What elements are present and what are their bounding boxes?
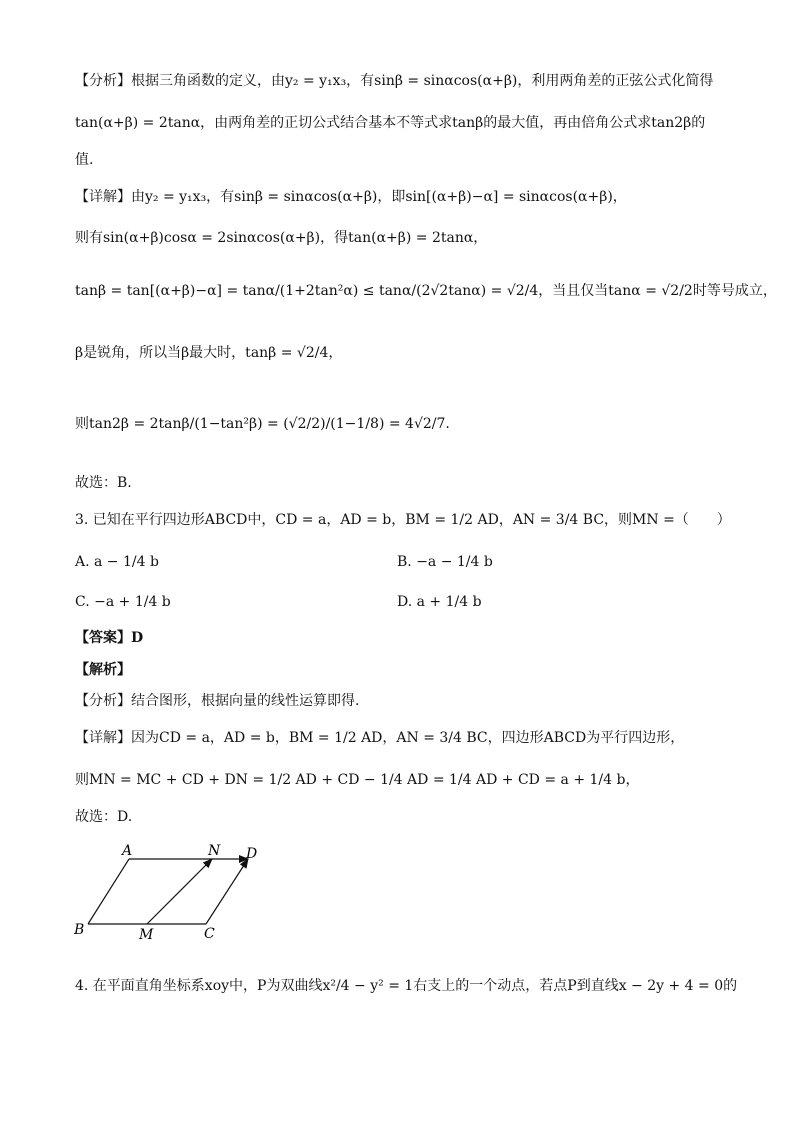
side-cd [206, 859, 248, 924]
label-d: D [246, 846, 258, 862]
text-line-9: 故选：B. [75, 475, 132, 491]
text-line-13: 【分析】结合图形，根据向量的线性运算即得. [75, 693, 360, 709]
analysis-label: 【解析】 [75, 662, 131, 678]
side-ba [88, 859, 129, 924]
label-a: A [122, 843, 133, 859]
text-line-16: 故选：D. [75, 809, 133, 825]
question-4-stem: 4. 在平面直角坐标系xoy中，P为双曲线x²/4 − y² = 1右支上的一个动点，若点P到直线x − 2y + 4 = 0的 [75, 978, 738, 994]
text-line-7: β是锐角，所以当β最大时，tanβ = √2/4， [75, 345, 343, 361]
option-c: C. −a + 1/4 b [75, 594, 171, 610]
text-line-14: 【详解】因为CD = a，AD = b，BM = 1/2 AD，AN = 3/4 BC，四边形ABCD为平行四边形， [75, 730, 685, 746]
label-n: N [208, 843, 221, 859]
label-m: M [139, 927, 154, 943]
answer-label: 【答案】D [75, 630, 144, 646]
question-3-stem: 3. 已知在平行四边形ABCD中，CD = a，AD = b，BM = 1/2 AD，AN = 3/4 BC，则MN =（ ） [75, 512, 731, 528]
text-line-6: tanβ = tan[(α+β)−α] = tanα/(1+2tan²α) ≤ tanα/(2√2tanα) = √2/4，当且仅当tanα = √2/2时等号成立， [75, 283, 777, 299]
text-line-4: 【详解】由y₂ = y₁x₃，有sinβ = sinαcos(α+β)，即sin[(α+β)−α] = sinαcos(α+β)， [75, 189, 627, 205]
parallelogram-figure [70, 840, 270, 945]
option-a: A. a − 1/4 b [75, 554, 159, 570]
label-c: C [204, 926, 215, 942]
text-line-15: 则MN = MC + CD + DN = 1/2 AD + CD − 1/4 AD = 1/4 AD + CD = a + 1/4 b， [75, 772, 640, 788]
option-d: D. a + 1/4 b [397, 594, 482, 610]
label-b: B [74, 922, 85, 938]
text-line-3: 值. [75, 152, 94, 168]
text-line-8: 则tan2β = 2tanβ/(1−tan²β) = (√2/2)/(1−1/8) = 4√2/7. [75, 416, 450, 432]
text-line-1: 【分析】根据三角函数的定义，由y₂ = y₁x₃，有sinβ = sinαcos(α+β)，利用两角差的正弦公式化简得 [75, 73, 714, 89]
text-line-5: 则有sin(α+β)cosα = 2sinαcos(α+β)，得tan(α+β) = 2tanα， [75, 230, 488, 246]
text-line-2: tan(α+β) = 2tanα，由两角差的正切公式结合基本不等式求tanβ的最大值，再由倍角公式求tan2β的 [75, 115, 706, 131]
option-b: B. −a − 1/4 b [397, 554, 493, 570]
segment-mn [147, 859, 212, 924]
